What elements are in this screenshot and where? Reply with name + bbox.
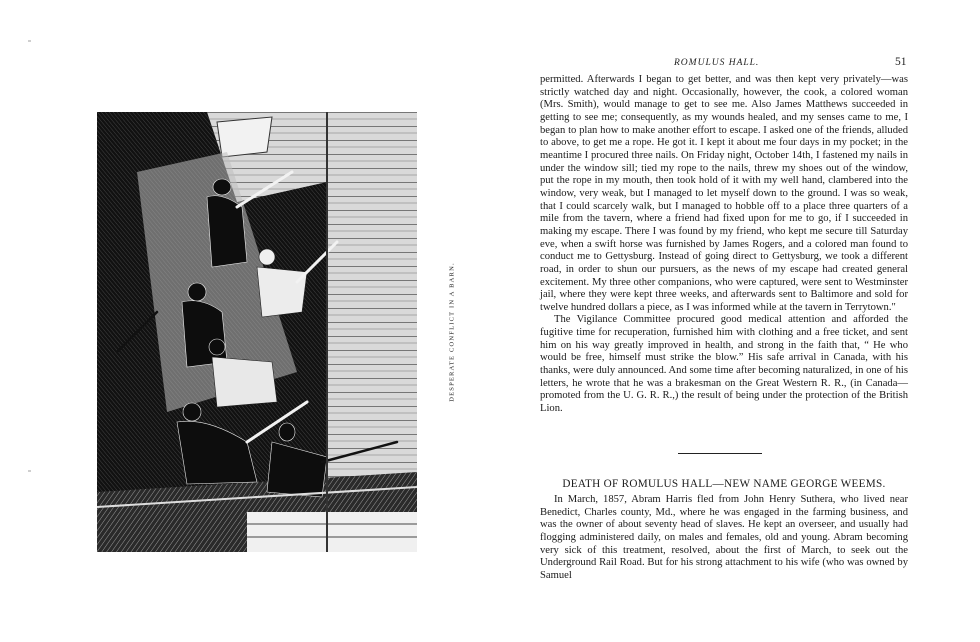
paragraph: The Vigilance Committee procured good medical attention and afforded the fugitive time for recuperation, furnished him with clothing and a free ticket, and sent him on his way greatly improved in health, and strong in the faith that, “ He who would be free, himself must strike the blow.” His safe arrival in Canada, with his thanks, were duly announced. And some time after becoming naturalized, in one of his letters, he wrote that he was a brakesman on the Great Western R. R., (in Canada—promoted from the U. G. R. R.,) the result of being under the protection of the British Lion. [540,314,908,415]
paragraph: In March, 1857, Abram Harris fled from John Henry Suthera, who lived near Benedict, Charles county, Md., where he was engaged in the farming business, and was the owner of about seventy head of slaves. He kept an overseer, and usually had flogging administered daily, on males and females, old and young. Abram becoming very sick of this treatment, resolved, about the first of March, to seek out the Underground Rail Road. But for his strong attachment to his wife (who was owned by Samuel [540,494,908,581]
scan-mark [28,470,31,472]
illustration-caption: DESPERATE CONFLICT IN A BARN. [448,262,456,402]
engraving-illustration [97,112,417,552]
scan-mark [28,40,31,42]
running-head: ROMULUS HALL. [674,58,760,68]
paragraph: permitted. Afterwards I began to get better, and was then kept very privately—was strictly watched day and night. Occasionally, however, the cook, a colored woman (Mrs. Smith), would manage to get to see me. Also James Matthews succeeded in getting to see me; consequently, as my wounds healed, and my senses came to me, I began to plan how to make another effort to escape. I asked one of the friends, alluded to above, to get me a rope. He got it. I kept it about me four days in my pocket; in the meantime I procured three nails. On Friday night, October 14th, I fastened my nails in under the window sill; tied my rope to the nails, threw my shoes out of the window, put the rope in my mouth, then took hold of it with my well hand, clambered into the window, very weak, but I managed to let myself down to the ground. I was so weak, that I could scarcely walk, but I managed to hobble off to a place three quarters of a mile from the tavern, where a friend had fixed upon for me to go, if I succeeded in making my escape. There I was found by my friend, who kept me secure till Saturday eve, when a swift horse was furnished by James Rogers, and a colored man found to conduct me to Gettysburg. Instead of going direct to Gettysburg, we took a different road, in order to shun our pursuers, as the news of my escape had created general excitement. My three other companions, who were captured, were sent to Westminster jail, where they were kept three weeks, and afterwards sent to Baltimore and sold for twelve hundred dollars a piece, as I was informed while at the tavern in Terrytown." [540,74,908,313]
page-number: 51 [895,56,907,68]
barn-fight-engraving [97,112,417,552]
section-divider [678,453,762,454]
section-text [540,494,908,583]
body-text [540,74,908,416]
section-title: DEATH OF ROMULUS HALL—NEW NAME GEORGE WEEMS. [562,478,886,490]
